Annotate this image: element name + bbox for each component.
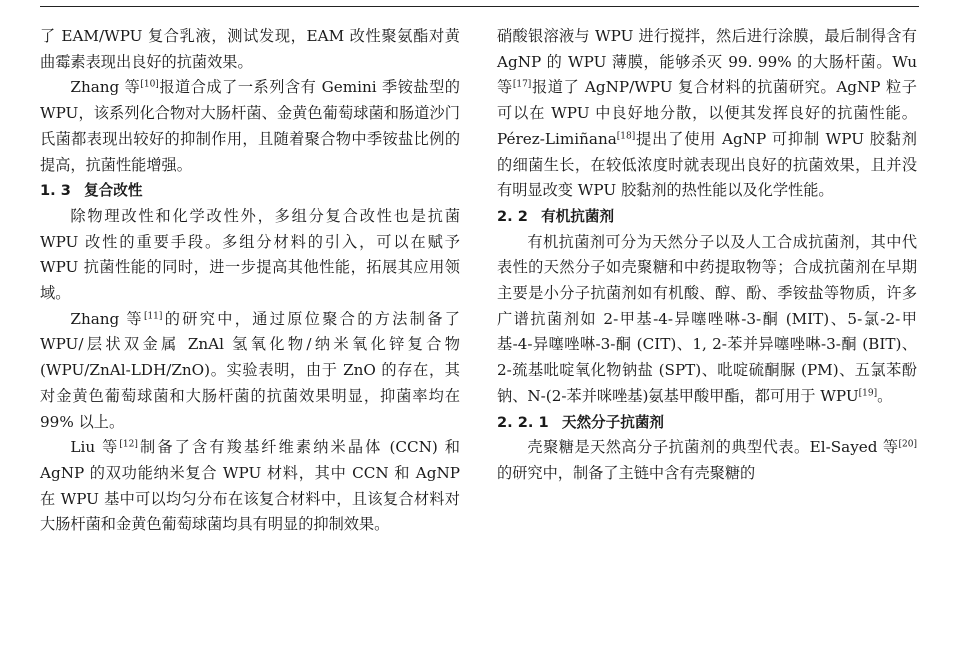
right-column <box>497 24 917 487</box>
subsection-heading: 2. 2. 1 天然分子抗菌剂 <box>497 413 665 431</box>
citation: [10] <box>140 80 159 91</box>
citation: [18] <box>616 131 636 142</box>
paragraph: Zhang 等[11]的研究中，通过原位聚合的方法制备了 WPU/层状双金属 ZnAl 氢氧化物/纳米氧化锌复合物 (WPU/ZnAl-LDH/ZnO)。实验表明，由于 ZnO 的存在，其对金黄色葡萄球菌和大肠杆菌的抗菌效果明显，抑菌率均在 99% 以上。 <box>40 309 460 431</box>
section-heading: 2. 2 有机抗菌剂 <box>497 207 615 225</box>
paragraph: Zhang 等[10]报道合成了一系列含有 Gemini 季铵盐型的 WPU，该系列化合物对大肠杆菌、金黄色葡萄球菌和肠道沙门氏菌都表现出较好的抑制作用，且随着聚合物中季铵盐比例的提高，抗菌性能增强。 <box>40 78 460 174</box>
paragraph: 硝酸银溶液与 WPU 进行搅拌，然后进行涂膜，最后制得含有 AgNP 的 WPU 薄膜，能够杀灭 99. 99% 的大肠杆菌。Wu 等[17]报道了 AgNP/WPU 复合材料的抗菌研究。AgNP 粒子可以在 WPU 中良好地分散，以便其发挥良好的抗菌性能。Pérez-Limiñana[18]提出了使用 AgNP 可抑制 WPU 胶黏剂的细菌生长，在较低浓度时就表现出良好的抗菌效果，且并没有明显改变 WPU 胶黏剂的热性能以及化学性能。 <box>497 27 917 200</box>
citation: [19] <box>858 388 878 399</box>
citation: [11] <box>143 311 163 322</box>
citation: [12] <box>119 439 138 450</box>
paragraph: 壳聚糖是天然高分子抗菌剂的典型代表。El-Sayed 等[20]的研究中，制备了主链中含有壳聚糖的 <box>497 438 917 482</box>
citation: [17] <box>512 80 532 91</box>
paragraph: 除物理改性和化学改性外，多组分复合改性也是抗菌 WPU 改性的重要手段。多组分材料的引入，可以在赋予 WPU 抗菌性能的同时，进一步提高其他性能，拓展其应用领域。 <box>40 206 460 303</box>
section-heading: 1. 3 复合改性 <box>40 182 143 200</box>
paragraph: Liu 等[12]制备了含有羧基纤维素纳米晶体 (CCN) 和 AgNP 的双功能纳米复合 WPU 材料，其中 CCN 和 AgNP 在 WPU 基中可以均匀分布在该复合材料中，且该复合材料对大肠杆菌和金黄色葡萄球菌均具有明显的抑制效果。 <box>40 438 460 534</box>
header-rule <box>40 6 919 7</box>
left-column <box>40 24 460 538</box>
paragraph: 了 EAM/WPU 复合乳液，测试发现，EAM 改性聚氨酯对黄曲霉素表现出良好的抗菌效果。 <box>40 27 460 71</box>
citation: [20] <box>898 439 917 450</box>
paragraph: 有机抗菌剂可分为天然分子以及人工合成抗菌剂，其中代表性的天然分子如壳聚糖和中药提取物等；合成抗菌剂在早期主要是小分子抗菌剂如有机酸、醇、酚、季铵盐等物质，许多广谱抗菌剂如 2-甲基-4-异噻唑啉-3-酮 (MIT)、5-氯-2-甲基-4-异噻唑啉-3-酮 (CIT)、1, 2-苯并异噻唑啉-3-酮 (BIT)、2-巯基吡啶氧化物钠盐 (SPT)、吡啶硫酮脲 (PM)、五氯苯酚钠、N-(2-苯并咪唑基)氨基甲酸甲酯，都可用于 WPU[19]。 <box>497 232 917 405</box>
